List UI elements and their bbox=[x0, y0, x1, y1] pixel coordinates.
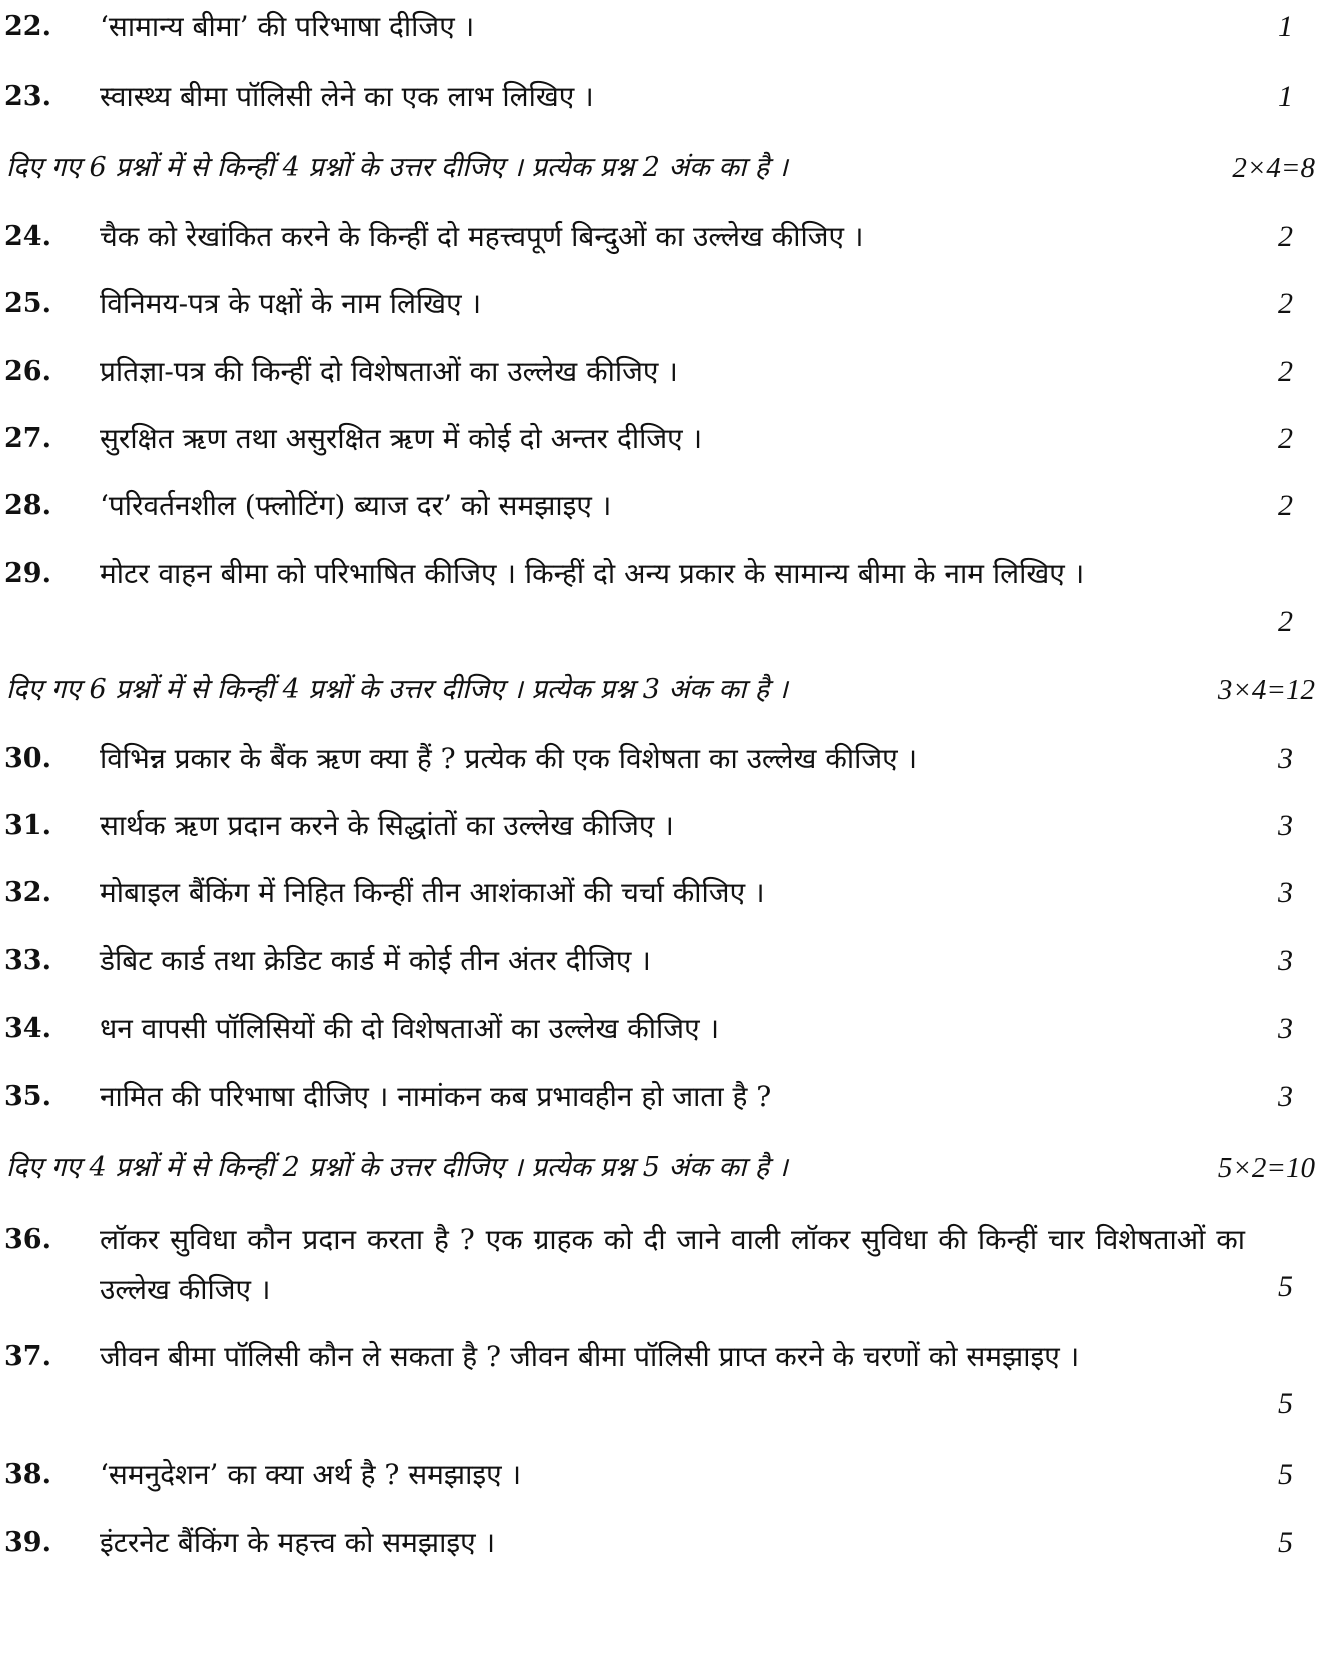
question-number: 35. bbox=[4, 1081, 51, 1112]
question-marks: 2 bbox=[1278, 287, 1293, 320]
question-number: 32. bbox=[4, 877, 51, 908]
question-text: विभिन्न प्रकार के बैंक ऋण क्या हैं ? प्रत्येक की एक विशेषता का उल्लेख कीजिए । bbox=[100, 742, 918, 775]
question-number: 25. bbox=[4, 288, 51, 319]
section-marks: 5×2=10 bbox=[1217, 1152, 1315, 1184]
question-number: 39. bbox=[4, 1527, 51, 1558]
question-number: 37. bbox=[4, 1341, 51, 1372]
question-marks: 3 bbox=[1278, 809, 1293, 842]
question-number: 31. bbox=[4, 810, 51, 841]
question-marks: 3 bbox=[1278, 1080, 1293, 1113]
question-marks: 5 bbox=[1278, 1270, 1293, 1303]
section-marks: 2×4=8 bbox=[1232, 152, 1315, 184]
question-number: 22. bbox=[4, 11, 51, 42]
question-text: चैक को रेखांकित करने के किन्हीं दो महत्त्वपूर्ण बिन्दुओं का उल्लेख कीजिए । bbox=[100, 220, 864, 253]
question-marks: 2 bbox=[1278, 355, 1293, 388]
instruction-text: दिए गए 4 प्रश्नों में से किन्हीं 2 प्रश्नों के उत्तर दीजिए । प्रत्येक प्रश्न 5 अंक का है । bbox=[6, 1152, 788, 1183]
question-text: इंटरनेट बैंकिंग के महत्त्व को समझाइए । bbox=[100, 1526, 496, 1559]
question-marks: 3 bbox=[1278, 876, 1293, 909]
question-text: मोटर वाहन बीमा को परिभाषित कीजिए । किन्हीं दो अन्य प्रकार के सामान्य बीमा के नाम लिखिए । bbox=[100, 557, 1085, 590]
question-number: 29. bbox=[4, 558, 51, 589]
question-text: ‘परिवर्तनशील (फ्लोटिंग) ब्याज दर’ को समझाइए । bbox=[100, 489, 612, 522]
question-marks: 2 bbox=[1278, 489, 1293, 522]
question-text: धन वापसी पॉलिसियों की दो विशेषताओं का उल्लेख कीजिए । bbox=[100, 1012, 720, 1045]
question-text: ‘सामान्य बीमा’ की परिभाषा दीजिए । bbox=[100, 10, 475, 43]
question-marks: 1 bbox=[1278, 80, 1293, 113]
question-text: मोबाइल बैंकिंग में निहित किन्हीं तीन आशंकाओं की चर्चा कीजिए । bbox=[100, 876, 765, 909]
question-marks: 2 bbox=[1278, 605, 1293, 638]
question-number: 24. bbox=[4, 221, 51, 252]
question-text: सुरक्षित ऋण तथा असुरक्षित ऋण में कोई दो अन्तर दीजिए । bbox=[100, 422, 703, 455]
question-number: 34. bbox=[4, 1013, 51, 1044]
question-marks: 5 bbox=[1278, 1458, 1293, 1491]
question-text: ‘समनुदेशन’ का क्या अर्थ है ? समझाइए । bbox=[100, 1458, 522, 1491]
question-marks: 2 bbox=[1278, 422, 1293, 455]
question-number: 38. bbox=[4, 1459, 51, 1490]
question-text: लॉकर सुविधा कौन प्रदान करता है ? एक ग्राहक को दी जाने वाली लॉकर सुविधा की किन्हीं चार विशेषताओं का उल्लेख कीजिए । bbox=[100, 1223, 1245, 1306]
question-marks: 3 bbox=[1278, 1012, 1293, 1045]
section-marks: 3×4=12 bbox=[1217, 674, 1315, 706]
question-marks: 2 bbox=[1278, 220, 1293, 253]
question-number: 26. bbox=[4, 356, 51, 387]
question-text: जीवन बीमा पॉलिसी कौन ले सकता है ? जीवन बीमा पॉलिसी प्राप्त करने के चरणों को समझाइए । bbox=[100, 1340, 1080, 1373]
question-number: 28. bbox=[4, 490, 51, 521]
question-marks: 5 bbox=[1278, 1526, 1293, 1559]
question-number: 27. bbox=[4, 423, 51, 454]
question-number: 23. bbox=[4, 81, 51, 112]
question-number: 30. bbox=[4, 743, 51, 774]
question-marks: 3 bbox=[1278, 742, 1293, 775]
instruction-text: दिए गए 6 प्रश्नों में से किन्हीं 4 प्रश्नों के उत्तर दीजिए । प्रत्येक प्रश्न 3 अंक का है । bbox=[6, 674, 788, 705]
instruction-text: दिए गए 6 प्रश्नों में से किन्हीं 4 प्रश्नों के उत्तर दीजिए । प्रत्येक प्रश्न 2 अंक का है । bbox=[6, 152, 788, 183]
question-marks: 3 bbox=[1278, 944, 1293, 977]
question-marks: 5 bbox=[1278, 1387, 1293, 1420]
question-text: प्रतिज्ञा-पत्र की किन्हीं दो विशेषताओं का उल्लेख कीजिए । bbox=[100, 355, 678, 388]
question-text: सार्थक ऋण प्रदान करने के सिद्धांतों का उल्लेख कीजिए । bbox=[100, 809, 674, 842]
question-number: 36. bbox=[4, 1224, 51, 1255]
question-text: विनिमय-पत्र के पक्षों के नाम लिखिए । bbox=[100, 287, 482, 320]
question-number: 33. bbox=[4, 945, 51, 976]
question-text: स्वास्थ्य बीमा पॉलिसी लेने का एक लाभ लिखिए । bbox=[100, 80, 594, 113]
question-text: नामित की परिभाषा दीजिए । नामांकन कब प्रभावहीन हो जाता है ? bbox=[100, 1080, 772, 1113]
question-text: डेबिट कार्ड तथा क्रेडिट कार्ड में कोई तीन अंतर दीजिए । bbox=[100, 944, 651, 977]
question-marks: 1 bbox=[1278, 10, 1293, 43]
